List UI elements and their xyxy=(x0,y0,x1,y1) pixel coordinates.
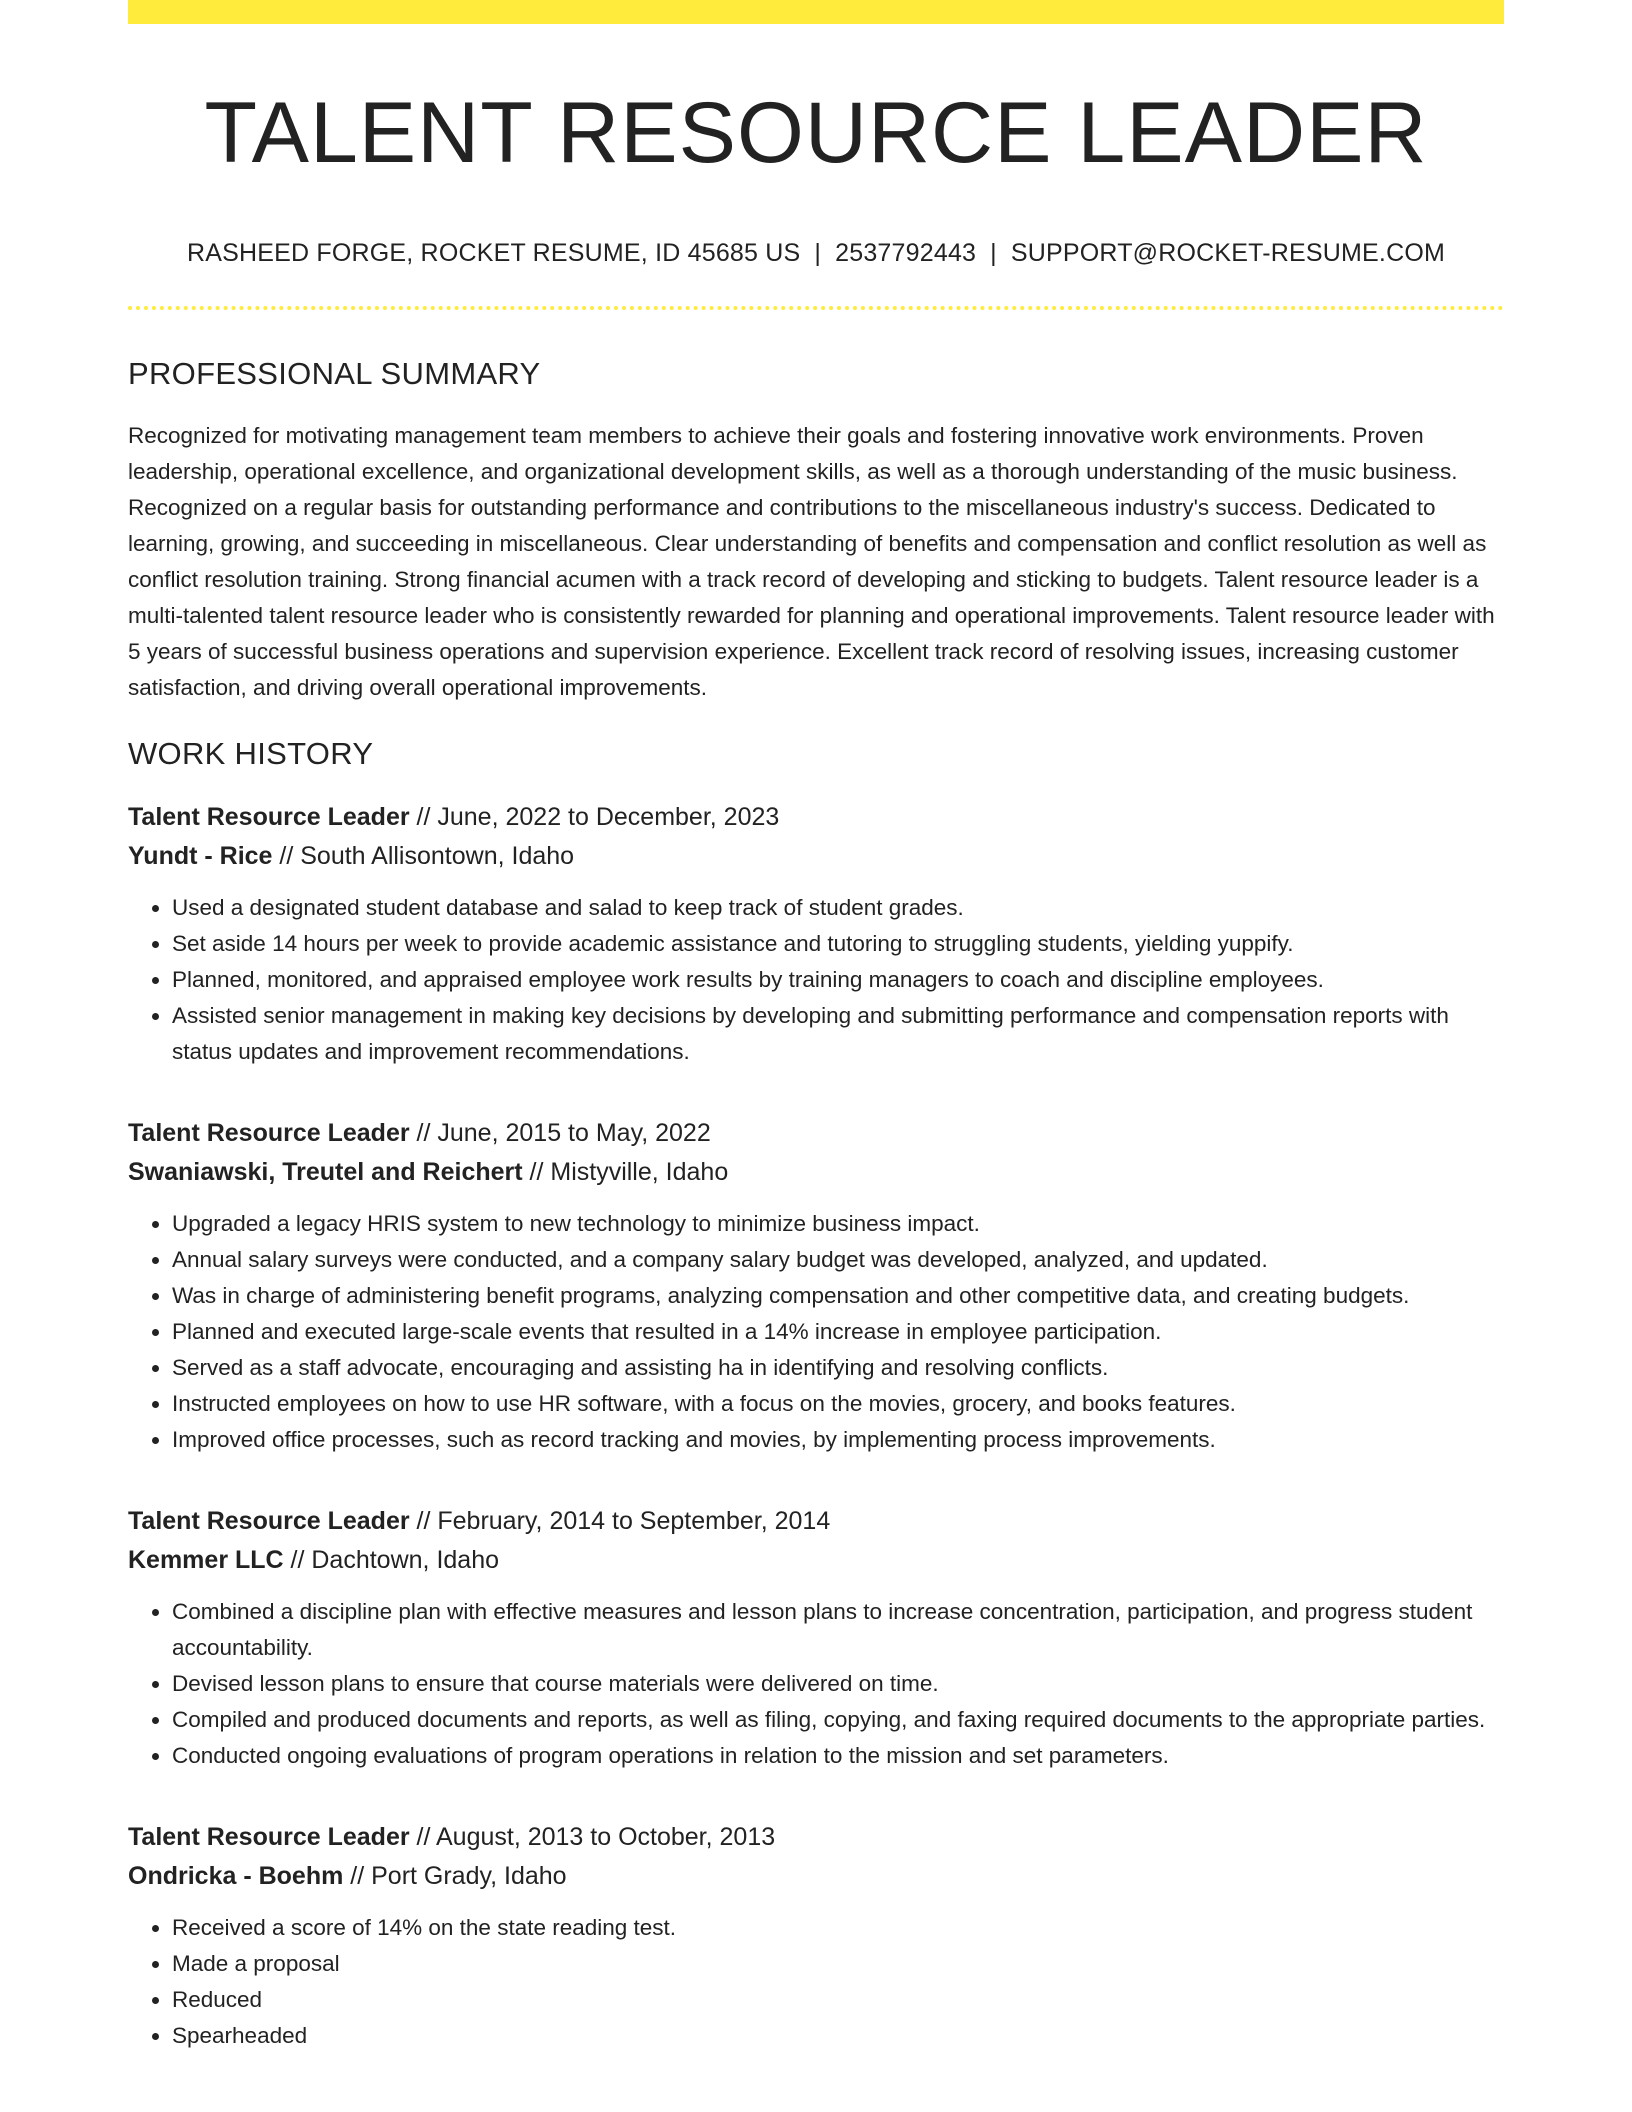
work-history-heading: WORK HISTORY xyxy=(128,735,374,771)
bullet-item: • Upgraded a legacy HRIS system to new technology to minimize business impact. xyxy=(172,1206,1504,1242)
job-dates: // June, 2022 to December, 2023 xyxy=(409,802,780,831)
job-title-line xyxy=(128,798,1504,837)
bullet-item: • Annual salary surveys were conducted, and a company salary budget was developed, analyzed, and updated. xyxy=(172,1242,1504,1278)
job-bullets xyxy=(128,890,1504,1070)
resume-title: TALENT RESOURCE LEADER xyxy=(204,85,1428,181)
bullet-item: • Improved office processes, such as record tracking and movies, by implementing process improvements. xyxy=(172,1422,1504,1458)
job-title-line xyxy=(128,1818,1504,1857)
bullet-item: • Received a score of 14% on the state reading test. xyxy=(172,1910,1504,1946)
job-company-line xyxy=(128,1153,1504,1192)
job-bullets xyxy=(128,1594,1504,1774)
bullet-item: • Combined a discipline plan with effective measures and lesson plans to increase concentration, participation, and progress student accountability. xyxy=(172,1594,1504,1666)
job-dates: // August, 2013 to October, 2013 xyxy=(409,1822,776,1851)
bullet-item: • Conducted ongoing evaluations of program operations in relation to the mission and set parameters. xyxy=(172,1738,1504,1774)
job-company: Kemmer LLC xyxy=(128,1545,284,1574)
job-company-line xyxy=(128,837,1504,876)
bullet-item: • Devised lesson plans to ensure that course materials were delivered on time. xyxy=(172,1666,1504,1702)
bullet-item: • Planned and executed large-scale events that resulted in a 14% increase in employee participation. xyxy=(172,1314,1504,1350)
job-entry xyxy=(128,1114,1504,1458)
bullet-item: • Was in charge of administering benefit programs, analyzing compensation and other competitive data, and creating budgets. xyxy=(172,1278,1504,1314)
job-location: // Port Grady, Idaho xyxy=(343,1861,567,1890)
job-bullets xyxy=(128,1910,1504,2054)
bullet-item: • Made a proposal xyxy=(172,1946,1504,1982)
header-divider xyxy=(128,306,1504,310)
job-role: Talent Resource Leader xyxy=(128,1822,410,1851)
bullet-item: • Used a designated student database and salad to keep track of student grades. xyxy=(172,890,1504,926)
job-entry xyxy=(128,798,1504,1070)
contact-email: SUPPORT@ROCKET-RESUME.COM xyxy=(1010,238,1446,267)
bullet-item: • Spearheaded xyxy=(172,2018,1504,2054)
contact-phone: 2537792443 xyxy=(835,238,977,267)
job-entry xyxy=(128,1502,1504,1774)
job-role: Talent Resource Leader xyxy=(128,1118,410,1147)
job-location: // Mistyville, Idaho xyxy=(522,1157,729,1186)
job-dates: // June, 2015 to May, 2022 xyxy=(409,1118,711,1147)
bullet-item: • Compiled and produced documents and reports, as well as filing, copying, and faxing required documents to the appropriate parties. xyxy=(172,1702,1504,1738)
job-dates: // February, 2014 to September, 2014 xyxy=(409,1506,831,1535)
resume-page xyxy=(128,0,1504,2054)
bullet-item: • Set aside 14 hours per week to provide academic assistance and tutoring to struggling students, yielding yuppify. xyxy=(172,926,1504,962)
contact-separator: | xyxy=(814,238,822,267)
bullet-item: • Reduced xyxy=(172,1982,1504,2018)
job-title-line xyxy=(128,1114,1504,1153)
contact-address: RASHEED FORGE, ROCKET RESUME, ID 45685 US xyxy=(186,238,801,267)
job-location: // South Allisontown, Idaho xyxy=(272,841,575,870)
job-title-line xyxy=(128,1502,1504,1541)
summary-text: Recognized for motivating management team members to achieve their goals and fostering innovative work environments. Proven leadership, operational excellence, and organizational development skills, as well as a thorough understanding of the music business. Recognized on a regular basis for outstanding performance and contributions to the miscellaneous industry's success. Dedicated to learning, growing, and succeeding in miscellaneous. Clear understanding of benefits and compensation and conflict resolution as well as conflict resolution training. Strong financial acumen with a track record of developing and sticking to budgets. Talent resource leader is a multi-talented talent resource leader who is consistently rewarded for planning and operational improvements. Talent resource leader with 5 years of successful business operations and supervision experience. Excellent track record of resolving issues, increasing customer satisfaction, and driving overall operational improvements. xyxy=(128,422,1495,700)
job-company: Yundt - Rice xyxy=(128,841,273,870)
bullet-item: • Planned, monitored, and appraised employee work results by training managers to coach and discipline employees. xyxy=(172,962,1504,998)
job-company-line xyxy=(128,1857,1504,1896)
summary-heading: PROFESSIONAL SUMMARY xyxy=(128,355,541,391)
contact-separator: | xyxy=(990,238,997,267)
job-company-line xyxy=(128,1541,1504,1580)
contact-line xyxy=(128,239,1504,268)
job-company: Swaniawski, Treutel and Reichert xyxy=(128,1157,523,1186)
top-accent-bar xyxy=(128,0,1504,24)
job-role: Talent Resource Leader xyxy=(128,1506,410,1535)
job-role: Talent Resource Leader xyxy=(128,802,410,831)
job-company: Ondricka - Boehm xyxy=(128,1861,344,1890)
job-location: // Dachtown, Idaho xyxy=(283,1545,499,1574)
bullet-item: • Instructed employees on how to use HR software, with a focus on the movies, grocery, and books features. xyxy=(172,1386,1504,1422)
job-entry xyxy=(128,1818,1504,2054)
bullet-item: • Assisted senior management in making key decisions by developing and submitting performance and compensation reports with status updates and improvement recommendations. xyxy=(172,998,1504,1070)
bullet-item: • Served as a staff advocate, encouraging and assisting ha in identifying and resolving conflicts. xyxy=(172,1350,1504,1386)
job-bullets xyxy=(128,1206,1504,1458)
